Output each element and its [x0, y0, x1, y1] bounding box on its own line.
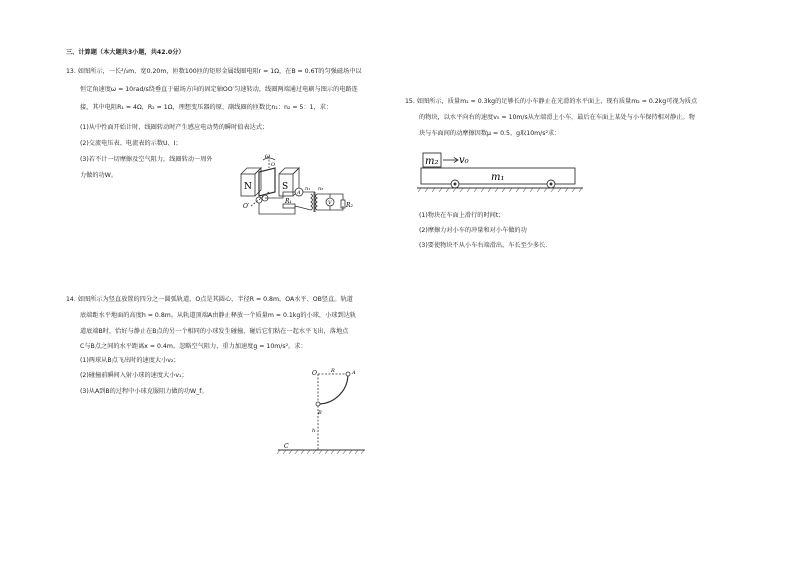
q14-label-A: A [352, 370, 356, 376]
q13-label-N: N [244, 182, 252, 192]
q14-sub-2: (2)碰撞前瞬间入射小球的速度大小v₁； [80, 372, 188, 379]
q13-line-3: 接，其中电阻R₁ = 4Ω，R₂ = 1Ω，理想变压器的原、副线圈的匝数比n₁：n₂ = 5：1，求： [80, 104, 333, 111]
q14-line-2: 底端距水平地面的高度h = 0.8m。从轨道顶端A由静止释放一个质量m = 0.1kg的小球，小球到达轨 [80, 312, 357, 319]
q13-label-V: V [328, 200, 332, 206]
q14-label-B: B [318, 410, 322, 416]
q13-label-R2: R₂ [346, 202, 353, 209]
q13-label-n2: n₂ [318, 186, 324, 192]
q13-label-S: S [282, 182, 289, 192]
q15-sub-1: (1)物块在车面上滑行的时间t； [419, 212, 505, 219]
q14-line-4: C与B点之间的水平距离x = 0.4m。忽略空气阻力，重力加速度g = 10m/s²。求： [80, 343, 307, 350]
q14-label-h: h [312, 428, 316, 434]
q15-line-1: 15. 如图所示，质量m₁ = 0.3kg的足够长的小车静止在光滑的水平面上，现有质量m₂ = 0.2kg可视为质点 [405, 98, 698, 105]
q14-sub-1: (1)两球从B点飞出时的速度大小v₂； [80, 357, 180, 364]
q14-label-O: O [312, 370, 317, 377]
q13-sub-2: (2)交流电压表、电流表的示数U、I； [80, 140, 182, 147]
q13-sub-3: (3)若不计一切摩擦及空气阻力，线圈转动一周外 [80, 156, 213, 163]
q15-label-v0: v₀ [459, 155, 469, 166]
q14-arc-track-diagram [270, 362, 370, 460]
q14-line-3: 道底端B时，恰好与静止在B点的另一个相同的小球发生碰撞，碰后它们粘在一起水平飞出，落地点 [80, 328, 349, 335]
q15-line-3: 块与车面间的动摩擦因数μ = 0.5，g取10m/s²求： [419, 130, 561, 137]
q13-generator-diagram [225, 152, 355, 232]
q14-label-C: C [284, 443, 289, 450]
q14-label-R: R [331, 368, 335, 374]
q13-line-2: 恒定角速度ω = 10rad/s绕垂直于磁场方向的固定轴OO′匀速转动，线圈两端通过电刷与图示的电路连 [80, 86, 358, 93]
q15-label-m2: m₂ [425, 156, 439, 167]
q13-label-R1: R₁ [285, 198, 292, 205]
q13-label-n1: n₁ [305, 186, 311, 192]
q15-line-2: 的物块，以水平向右的速度v₀ = 10m/s从左端滑上小车，最后在车面上某处与小车保持相对静止。物 [419, 114, 695, 121]
q15-sub-3: (3)要使物块不从小车右端滑出，车长至少多长． [419, 242, 552, 249]
q13-label-A: A [297, 190, 301, 196]
section-title: 三、计算题（本大题共3小题，共42.0分） [66, 49, 185, 56]
q14-sub-3: (3)从A到B的过程中小球克服阻力做的功W_f。 [80, 388, 208, 395]
q13-label-Oprime: O′ [243, 203, 250, 210]
q13-sub-1: (1)从中性面开始计时，线圈转动时产生感应电动势的瞬时值表达式； [80, 124, 269, 131]
q14-line-1: 14. 如图所示为竖直放置的四分之一圆弧轨道，O点是其圆心，半径R = 0.8m，OA水平、OB竖直。轨道 [66, 296, 353, 303]
q15-sub-2: (2)摩擦力对小车的冲量和对小车做的功 [419, 227, 527, 234]
q13-line-1: 13. 如图所示，一长²/₃m、宽0.20m，匝数100匝的矩形金属线圈电阻r = 1Ω，在B = 0.6T的匀强磁场中以 [66, 68, 362, 75]
q15-label-m1: m₁ [491, 172, 505, 183]
q13-label-omega: ω [265, 153, 270, 160]
q13-label-O: O [271, 162, 276, 168]
q15-cart-diagram [415, 150, 585, 198]
q13-sub-3b: 力做的功W。 [80, 172, 118, 179]
